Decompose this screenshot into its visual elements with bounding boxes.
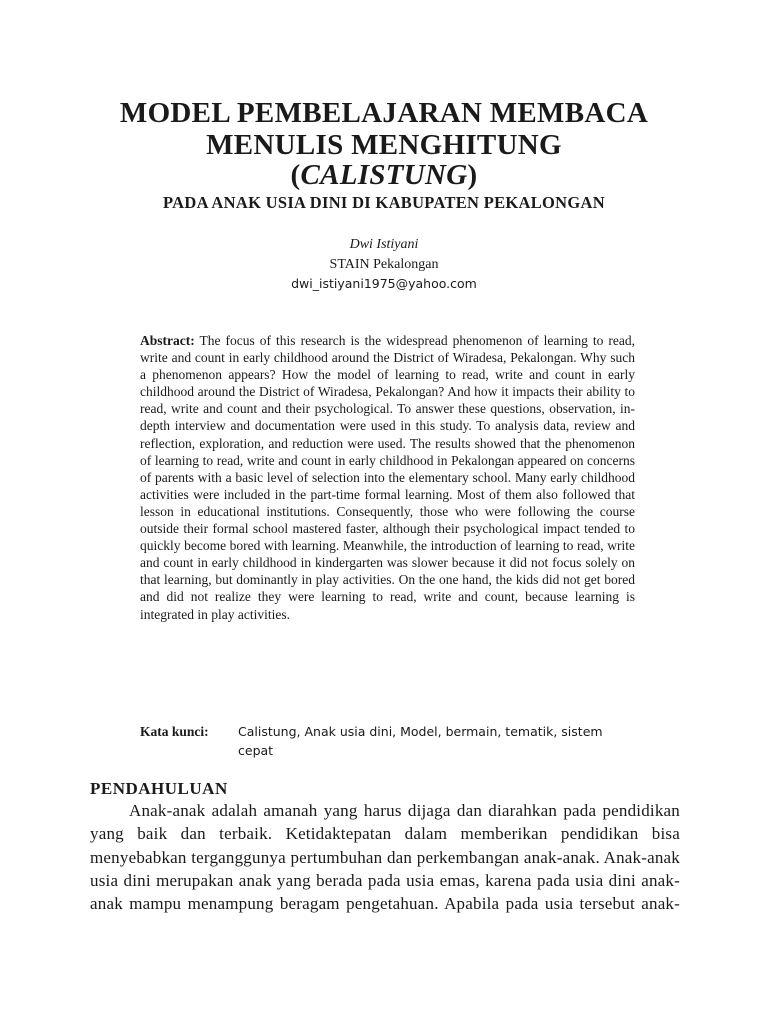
- title-calistung: CALISTUNG: [300, 159, 468, 191]
- subtitle: PADA ANAK USIA DINI DI KABUPATEN PEKALONGAN: [163, 193, 605, 212]
- section-title: PENDAHULUAN: [90, 779, 228, 798]
- keywords-text: Calistung, Anak usia dini, Model, bermain, tematik, sistem cepat: [238, 724, 603, 758]
- title-close-paren: ): [467, 159, 478, 191]
- abstract-label: Abstract:: [140, 333, 195, 348]
- author-affiliation: STAIN Pekalongan: [329, 257, 439, 272]
- title-open-paren: (: [290, 159, 301, 191]
- title-line-3: [0, 160, 768, 190]
- abstract: [140, 332, 635, 623]
- section-body: Anak-anak adalah amanah yang harus dijaga dan diarahkan pada pendidikan yang baik dan terbaik. Ketidaktepatan dalam memberikan pendidikan bisa menyebabkan terganggunya pertumbuhan dan perkembangan anak-anak. Anak-anak usia dini merupakan anak yang berada pada usia emas, karena pada usia dini anak-anak mampu menampung beragam pengetahuan. Apabila pada usia tersebut anak-: [90, 801, 680, 914]
- author-email[interactable]: dwi_istiyani1975@yahoo.com: [291, 276, 477, 291]
- author-name: Dwi Istiyani: [349, 237, 419, 252]
- abstract-text: The focus of this research is the widespread phenomenon of learning to read, write and count in early childhood around the District of Wiradesa, Pekalongan. Why such a phenomenon appears? How the model of learning to read, write and count in early childhood around the District of Wiradesa, Pekalongan? And how it impacts their ability to read, write and count and their psychological. To answer these questions, observation, in-depth interview and documentation were used in this study. To analysis data, review and reflection, exploration, and reduction were used. The results showed that the phenomenon of learning to read, write and count in early childhood in Pekalongan appeared on concerns of parents with a basic level of selection into the elementary school. Many early childhood activities were included in the part-time formal learning. Most of them also followed that lesson in educational institutions. Consequently, those who were following the course outside their formal school mastered faster, although their psychological impact tended to quickly become bored with learning. Meanwhile, the introduction of learning to read, write and count in early childhood in kindergarten was slower because it did not focus solely on that learning, but dominantly in play activities. On the one hand, the kids did not get bored and did not realize they were learning to read, write and count, because learning is integrated in play activities.: [140, 333, 635, 622]
- title-line-1: MODEL PEMBELAJARAN MEMBACA: [119, 97, 649, 129]
- title-line-2: MENULIS MENGHITUNG: [206, 129, 562, 161]
- keywords-label: Kata kunci:: [140, 724, 209, 739]
